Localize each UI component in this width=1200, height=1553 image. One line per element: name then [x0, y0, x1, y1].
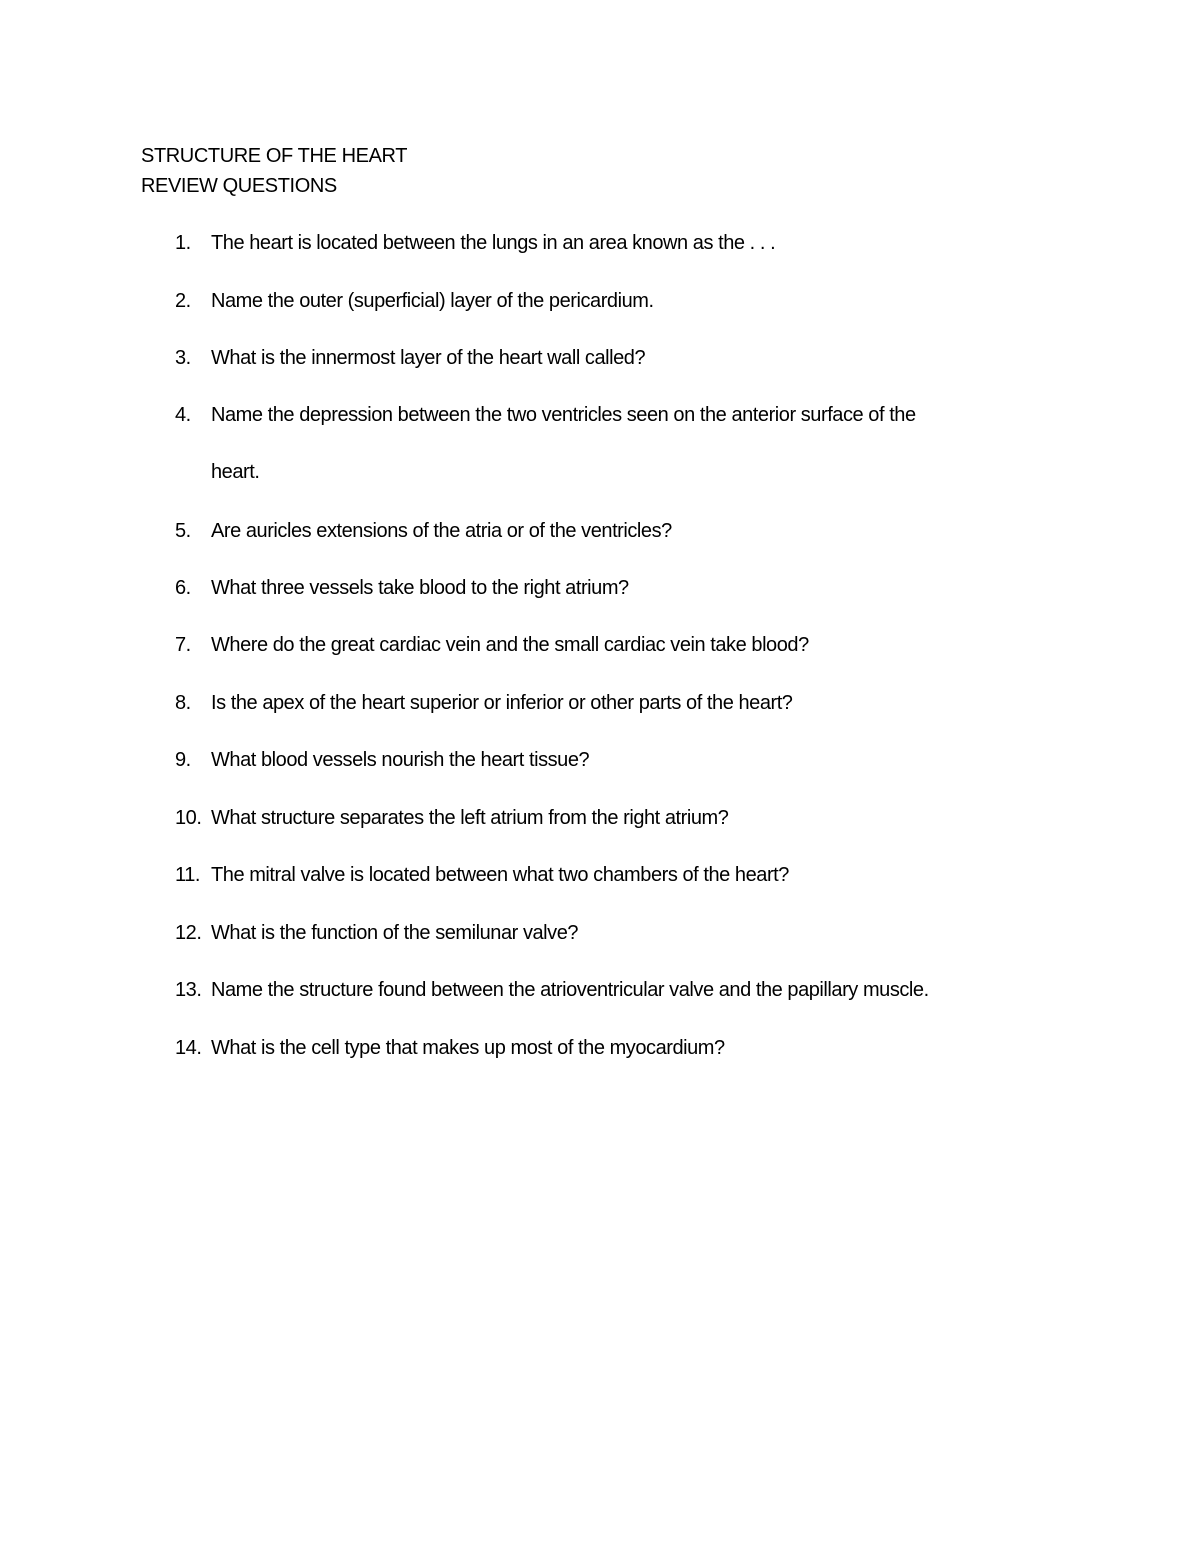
- question-number: 12.: [175, 922, 202, 944]
- question-number: 14.: [175, 1037, 202, 1059]
- document-title: STRUCTURE OF THE HEART: [141, 145, 408, 167]
- question-number: 10.: [175, 807, 202, 829]
- question-number: 7.: [175, 634, 191, 656]
- question-number: 4.: [175, 404, 191, 426]
- question-text: Is the apex of the heart superior or inferior or other parts of the heart?: [211, 692, 793, 714]
- question-text: What blood vessels nourish the heart tissue?: [211, 749, 590, 771]
- question-number: 8.: [175, 692, 191, 714]
- question-text: What structure separates the left atrium from the right atrium?: [211, 807, 729, 829]
- question-number: 6.: [175, 577, 191, 599]
- question-text: What three vessels take blood to the right atrium?: [211, 577, 629, 599]
- question-text: What is the innermost layer of the heart wall called?: [211, 347, 646, 369]
- question-number: 11.: [175, 864, 200, 886]
- question-number: 13.: [175, 979, 202, 1001]
- question-number: 3.: [175, 347, 191, 369]
- question-number: 5.: [175, 520, 191, 542]
- question-text: What is the function of the semilunar valve?: [211, 922, 579, 944]
- question-text: The mitral valve is located between what two chambers of the heart?: [211, 864, 789, 886]
- question-text: Name the structure found between the atrioventricular valve and the papillary muscle.: [211, 979, 929, 1001]
- question-number: 1.: [175, 232, 191, 254]
- question-text: Are auricles extensions of the atria or of the ventricles?: [211, 520, 672, 542]
- question-text: The heart is located between the lungs in an area known as the . . .: [211, 232, 776, 254]
- question-number: 9.: [175, 749, 191, 771]
- question-text: Name the depression between the two ventricles seen on the anterior surface of the: [211, 404, 916, 426]
- document-subtitle: REVIEW QUESTIONS: [141, 175, 337, 197]
- question-text: Name the outer (superficial) layer of the pericardium.: [211, 290, 654, 312]
- question-number: 2.: [175, 290, 191, 312]
- question-text: What is the cell type that makes up most of the myocardium?: [211, 1037, 725, 1059]
- question-text-continuation: heart.: [211, 461, 260, 483]
- question-text: Where do the great cardiac vein and the small cardiac vein take blood?: [211, 634, 809, 656]
